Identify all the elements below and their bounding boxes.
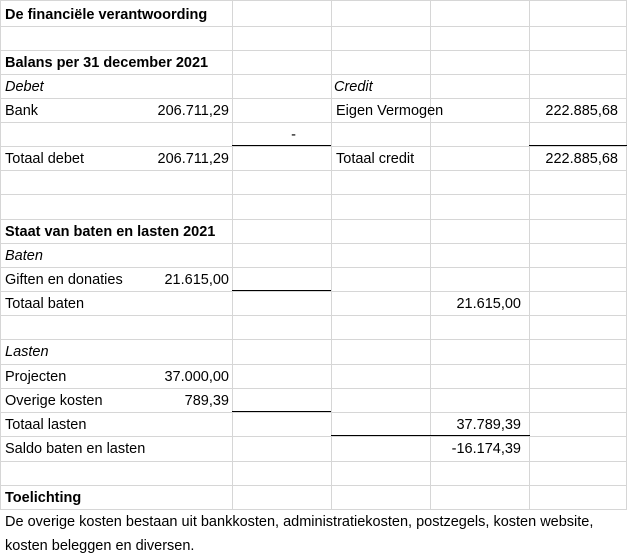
underline-rule bbox=[529, 145, 627, 146]
grid-line bbox=[0, 364, 627, 365]
grid-line bbox=[0, 485, 627, 486]
equity-label: Eigen Vermogen bbox=[336, 103, 444, 119]
underline-rule bbox=[232, 145, 331, 146]
debit-header: Debet bbox=[5, 79, 44, 95]
grid-line bbox=[0, 122, 627, 123]
balance-result-value: -16.174,39 bbox=[451, 441, 521, 457]
grid-line bbox=[0, 170, 627, 171]
grid-line bbox=[430, 0, 431, 510]
bank-label: Bank bbox=[5, 103, 39, 119]
other-costs-value: 789,39 bbox=[184, 393, 229, 409]
grid-line bbox=[331, 0, 332, 510]
total-income-label: Totaal baten bbox=[5, 296, 85, 312]
grid-line bbox=[0, 98, 627, 99]
gifts-label: Giften en donaties bbox=[5, 272, 123, 288]
balance-result-label: Saldo baten en lasten bbox=[5, 441, 146, 457]
expenses-header: Lasten bbox=[5, 344, 49, 360]
grid-line bbox=[0, 461, 627, 462]
total-credit-value: 222.885,68 bbox=[545, 151, 618, 167]
notes-text: De overige kosten bestaan uit bankkosten, administratiekosten, postzegels, kosten website, kosten beleggen en diversen. bbox=[5, 514, 594, 554]
grid-line bbox=[232, 0, 233, 510]
total-income-value: 21.615,00 bbox=[456, 296, 521, 312]
bank-value: 206.711,29 bbox=[157, 103, 229, 119]
gifts-value: 21.615,00 bbox=[164, 272, 229, 288]
total-expenses-label: Totaal lasten bbox=[5, 417, 87, 433]
total-debit-value: 206.711,29 bbox=[157, 151, 229, 167]
notes-heading: Toelichting bbox=[5, 490, 82, 506]
sheet-title: De financiële verantwoording bbox=[5, 7, 208, 23]
grid-line bbox=[0, 146, 627, 147]
grid-line bbox=[0, 0, 627, 1]
income-header: Baten bbox=[5, 248, 43, 264]
total-expenses-value: 37.789,39 bbox=[456, 417, 521, 433]
grid-line bbox=[529, 0, 530, 510]
other-costs-label: Overige kosten bbox=[5, 393, 103, 409]
total-credit-label: Totaal credit bbox=[336, 151, 415, 167]
dash-value: - bbox=[291, 127, 296, 143]
statement-heading: Staat van baten en lasten 2021 bbox=[5, 224, 216, 240]
grid-line bbox=[0, 194, 627, 195]
underline-rule bbox=[232, 290, 331, 291]
grid-line bbox=[0, 339, 627, 340]
underline-rule bbox=[232, 411, 331, 412]
balance-heading: Balans per 31 december 2021 bbox=[5, 55, 209, 71]
credit-header: Credit bbox=[334, 79, 373, 95]
projects-value: 37.000,00 bbox=[164, 369, 229, 385]
equity-value: 222.885,68 bbox=[545, 103, 618, 119]
total-debit-label: Totaal debet bbox=[5, 151, 85, 167]
grid-line bbox=[0, 315, 627, 316]
projects-label: Projecten bbox=[5, 369, 67, 385]
grid-line bbox=[0, 0, 1, 510]
